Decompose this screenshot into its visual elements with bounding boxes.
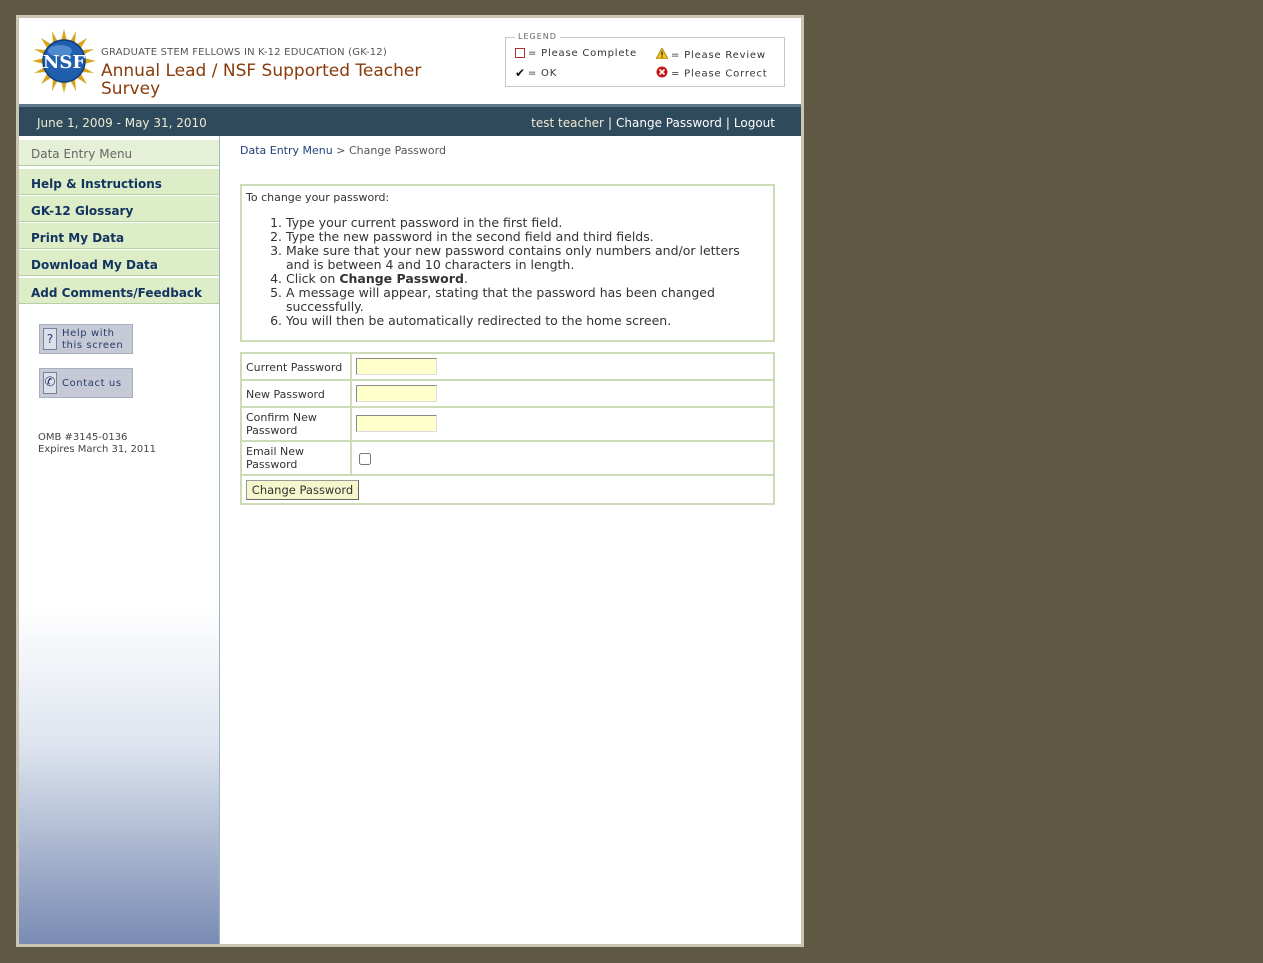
email-password-label: Email New Password — [242, 442, 352, 474]
help-button-label: Help with this screen — [62, 328, 124, 351]
confirm-password-input[interactable] — [356, 415, 437, 432]
instruction-step: 4. Click on Change Password. — [286, 272, 756, 286]
legend-title: LEGEND — [515, 32, 560, 41]
error-icon — [656, 66, 668, 81]
current-password-row — [242, 354, 773, 381]
change-password-button[interactable]: Change Password — [246, 480, 359, 500]
new-password-row — [242, 381, 773, 408]
current-password-input[interactable] — [356, 358, 437, 375]
sidebar-item-comments-feedback[interactable]: Add Comments/Feedback — [19, 278, 219, 304]
breadcrumb — [240, 144, 446, 157]
page-frame — [16, 15, 804, 947]
instructions-title: To change your password: — [246, 191, 390, 204]
sidebar-item-print-data[interactable]: Print My Data — [19, 223, 219, 249]
sidebar-item-download-data[interactable]: Download My Data — [19, 250, 219, 276]
confirm-password-row — [242, 408, 773, 442]
nsf-logo — [32, 29, 96, 93]
change-password-form — [240, 352, 775, 505]
instructions-box — [240, 184, 775, 342]
omb-info — [38, 432, 156, 456]
legend-please-review: = Please Review — [656, 48, 766, 62]
page-title: Annual Lead / NSF Supported Teacher Survey — [101, 61, 422, 99]
breadcrumb-data-entry-menu-link[interactable]: Data Entry Menu — [240, 144, 333, 157]
legend-ok: ✔ = OK — [515, 66, 558, 80]
confirm-password-label: Confirm New Password — [242, 408, 352, 440]
warning-icon — [656, 48, 668, 62]
phone-icon: ✆ — [43, 372, 57, 394]
top-bar — [19, 104, 801, 136]
current-password-label: Current Password — [242, 354, 352, 379]
new-password-label: New Password — [242, 381, 352, 406]
new-password-input[interactable] — [356, 385, 437, 402]
sidebar — [19, 136, 220, 944]
separator: | — [608, 116, 613, 130]
sidebar-item-help-instructions[interactable]: Help & Instructions — [19, 169, 219, 195]
help-with-screen-button[interactable] — [39, 324, 133, 354]
question-mark-icon: ? — [43, 328, 57, 350]
svg-text:NSF: NSF — [42, 52, 86, 73]
omb-number: OMB #3145-0136 — [38, 432, 128, 443]
program-name: GRADUATE STEM FELLOWS IN K-12 EDUCATION (GK-12) — [101, 47, 387, 58]
user-links — [531, 116, 775, 130]
change-password-link[interactable]: Change Password — [616, 116, 722, 130]
instruction-step: 6. You will then be automatically redirected to the home screen. — [286, 314, 756, 328]
email-password-row — [242, 442, 773, 476]
empty-box-icon — [515, 48, 525, 58]
instruction-step: 2. Type the new password in the second field and third fields. — [286, 230, 756, 244]
email-password-checkbox[interactable] — [359, 453, 371, 465]
sidebar-menu-title[interactable]: Data Entry Menu — [19, 140, 219, 166]
omb-expires: Expires March 31, 2011 — [38, 444, 156, 455]
survey-date-range: June 1, 2009 - May 31, 2010 — [37, 116, 207, 130]
legend-please-correct: = Please Correct — [656, 66, 768, 81]
header — [19, 18, 801, 104]
legend-please-complete: = Please Complete — [515, 48, 637, 59]
separator: | — [725, 116, 730, 130]
user-name-link[interactable]: test teacher — [531, 116, 604, 130]
instructions-list — [246, 216, 756, 328]
sidebar-item-glossary[interactable]: GK-12 Glossary — [19, 196, 219, 222]
logout-link[interactable]: Logout — [733, 116, 775, 130]
instruction-step: 1. Type your current password in the first field. — [286, 216, 756, 230]
instruction-step: 5. A message will appear, stating that the password has been changed successfully. — [286, 286, 756, 314]
contact-us-label: Contact us — [62, 378, 122, 389]
submit-row — [242, 476, 773, 503]
breadcrumb-separator: > — [336, 144, 346, 157]
contact-us-button[interactable] — [39, 368, 133, 398]
instruction-step: 3. Make sure that your new password contains only numbers and/or letters and is between 4 and 10 characters in length. — [286, 244, 756, 272]
legend — [505, 32, 785, 87]
checkmark-icon: ✔ — [515, 66, 526, 80]
breadcrumb-current: Change Password — [348, 144, 446, 157]
